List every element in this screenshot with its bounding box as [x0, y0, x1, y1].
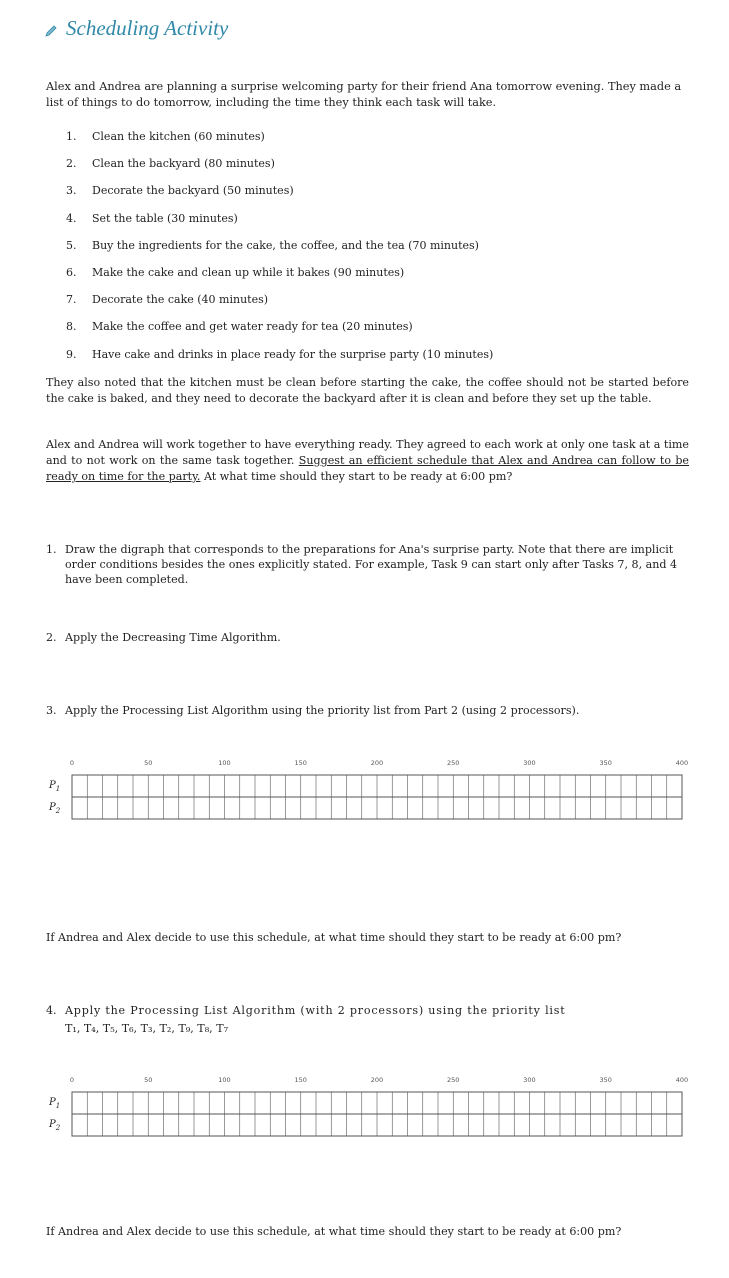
processor-label: $P_1$ [49, 1097, 61, 1110]
processor-label: $P_2$ [49, 802, 61, 815]
tick-label: 0 [69, 1076, 75, 1084]
tick-label: 300 [523, 1076, 536, 1084]
list-item: 9. Have cake and drinks in place ready for the surprise party (10 minutes) [66, 347, 494, 361]
tick-label: 250 [447, 1076, 460, 1084]
gantt-chart-1 [44, 759, 689, 831]
tick-label: 250 [447, 759, 460, 767]
question-3: 3. Apply the Processing List Algorithm using the priority list from Part 2 (using 2 processors). [46, 704, 580, 717]
gantt-grid [44, 759, 684, 831]
tick-label: 50 [144, 759, 153, 767]
processor-label: $P_2$ [49, 1119, 61, 1132]
tick-label: 100 [218, 759, 231, 767]
list-item: 2. Clean the backyard (80 minutes) [66, 157, 275, 171]
tick-label: 50 [144, 1076, 153, 1084]
tick-label: 300 [523, 759, 536, 767]
list-item: 8. Make the coffee and get water ready for tea (20 minutes) [66, 320, 413, 334]
question-2: 2. Apply the Decreasing Time Algorithm. [46, 631, 281, 644]
tick-label: 200 [370, 1076, 384, 1084]
tick-label: 400 [675, 759, 689, 767]
tick-label: 150 [294, 1076, 307, 1084]
followup-question-1: If Andrea and Alex decide to use this schedule, at what time should they start to be ready at 6:00 pm? [46, 931, 622, 944]
gantt-grid [44, 1076, 684, 1148]
followup-question-2: If Andrea and Alex decide to use this schedule, at what time should they start to be ready at 6:00 pm? [46, 1225, 622, 1238]
page-title-text: Scheduling Activity [66, 16, 229, 40]
list-item: 3. Decorate the backyard (50 minutes) [66, 184, 294, 198]
list-item: 4. Set the table (30 minutes) [66, 211, 238, 225]
list-item: 7. Decorate the cake (40 minutes) [66, 293, 269, 307]
tick-label: 100 [218, 1076, 231, 1084]
list-item: 6. Make the cake and clean up while it bakes (90 minutes) [66, 265, 405, 279]
list-item: 5. Buy the ingredients for the cake, the coffee, and the tea (70 minutes) [66, 238, 479, 252]
constraints-paragraph: They also noted that the kitchen must be clean before starting the cake, the coffee should not be started before the cake is baked, and they need to decorate the backyard after it is clean and before they set up the table. [46, 376, 689, 405]
task-list [66, 130, 493, 375]
tick-label: 150 [294, 759, 307, 767]
underlined-task: Suggest an efficient schedule that Alex and Andrea can follow to be ready on time for the party. [46, 454, 689, 483]
instructions-paragraph: Alex and Andrea will work together to have everything ready. They agreed to each work at only one task at a time and to not work on the same task together. Suggest an efficient schedule that Alex and Andrea can follow to be ready on time for the party. At what time should they start to be ready at 6:00 pm? [46, 438, 689, 483]
pencil-icon [44, 24, 58, 38]
priority-list: T₁, T₄, T₅, T₆, T₃, T₂, T₉, T₈, T₇ [65, 1022, 229, 1035]
tick-label: 200 [370, 759, 384, 767]
gantt-chart-2 [44, 1076, 689, 1148]
tick-label: 400 [675, 1076, 689, 1084]
tick-label: 350 [599, 759, 612, 767]
question-1: 1. Draw the digraph that corresponds to the preparations for Ana's surprise party. Note that there are implicit order conditions besides the ones explicitly stated. For example, Task 9 can start only after Tasks 7, 8, and 4 have been completed. [46, 543, 678, 586]
tick-label: 0 [69, 759, 75, 767]
intro-paragraph: Alex and Andrea are planning a surprise welcoming party for their friend Ana tomorrow evening. They made a list of things to do tomorrow, including the time they think each task will take. [46, 80, 682, 109]
page-title [46, 16, 228, 41]
list-item: 1. Clean the kitchen (60 minutes) [66, 130, 265, 143]
processor-label: $P_1$ [49, 780, 61, 793]
question-4: 4. Apply the Processing List Algorithm (with 2 processors) using the priority list T₁, T₄, T₅, T₆, T₃, T₂, T₉, T₈, T₇ [46, 1003, 688, 1036]
tick-label: 350 [599, 1076, 612, 1084]
